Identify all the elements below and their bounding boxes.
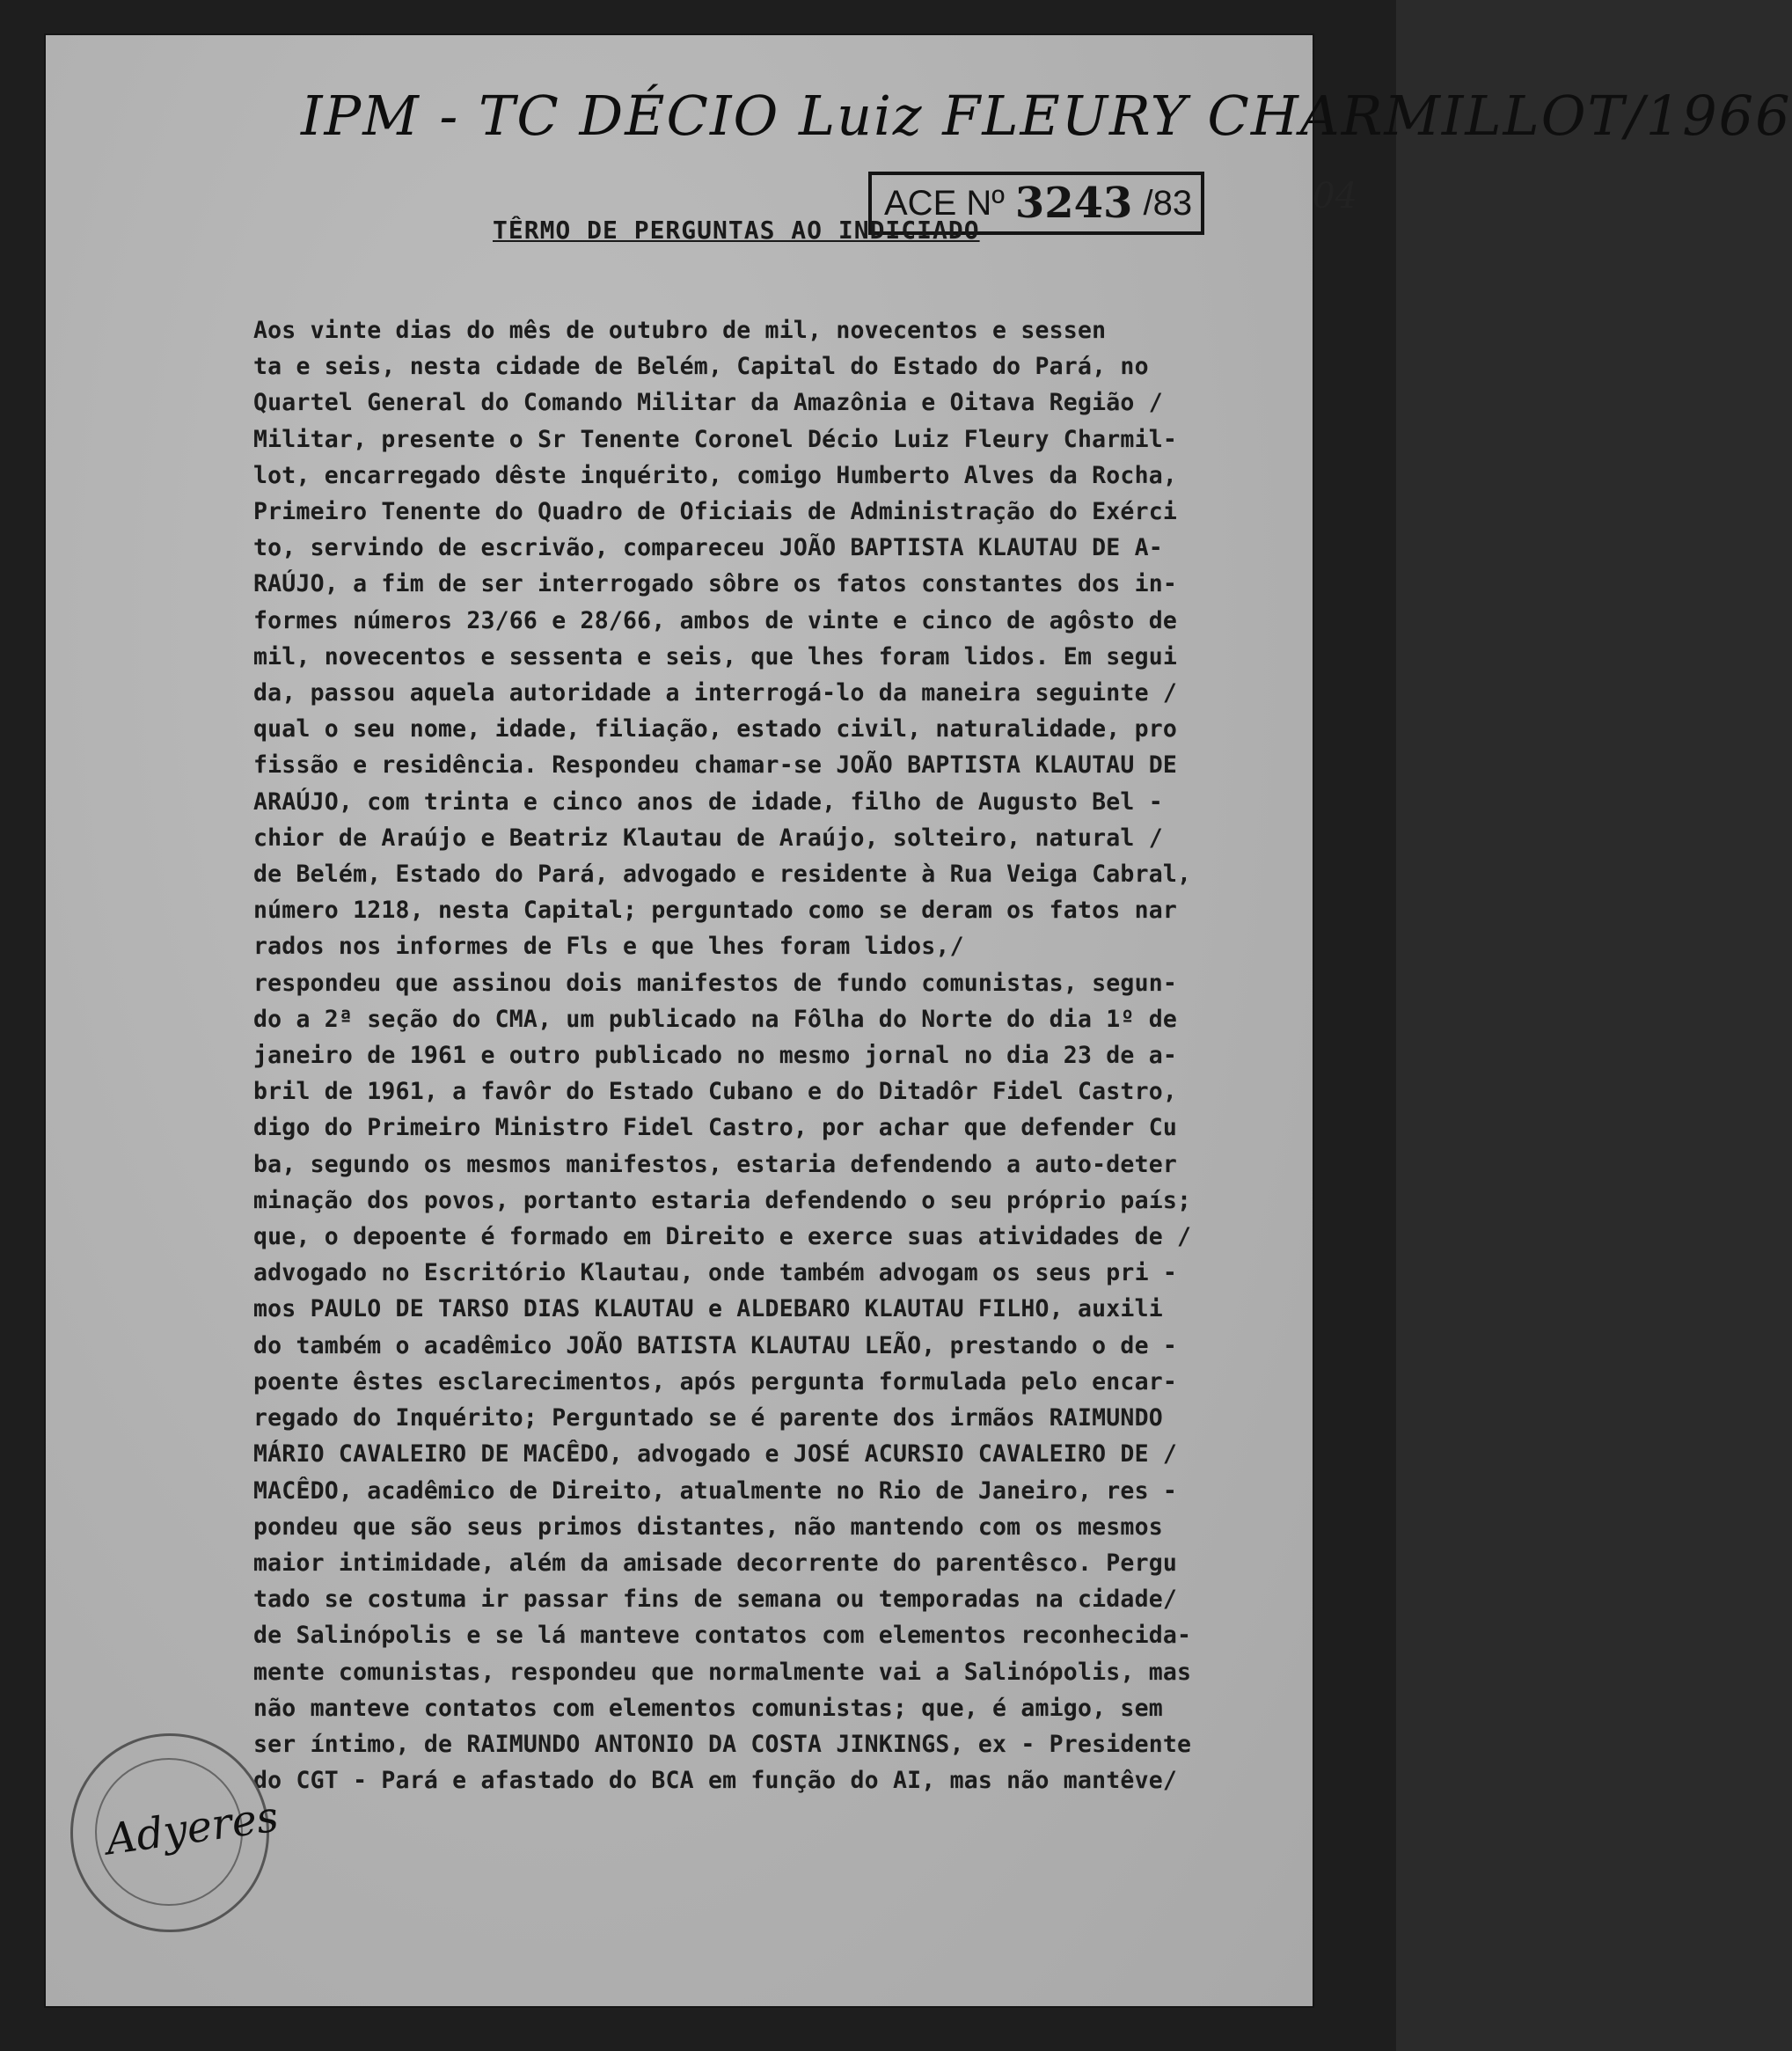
text-line: fissão e residência. Respondeu chamar-se JOÃO BAPTISTA KLAUTAU DE — [253, 751, 1178, 780]
text-line: do também o acadêmico JOÃO BATISTA KLAUTAU LEÃO, prestando o de - — [253, 1331, 1178, 1359]
text-line: MACÊDO, acadêmico de Direito, atualmente no Rio de Janeiro, res - — [253, 1476, 1178, 1505]
text-line: número 1218, nesta Capital; perguntado como se deram os fatos nar — [253, 897, 1178, 925]
text-line: do a 2ª seção do CMA, um publicado na Fôlha do Norte do dia 1º de — [253, 1005, 1178, 1033]
text-line: formes números 23/66 e 28/66, ambos de vinte e cinco de agôsto de — [253, 606, 1178, 634]
text-line: Aos vinte dias do mês de outubro de mil, novecentos e sessen — [253, 317, 1107, 344]
text-line: mos PAULO DE TARSO DIAS KLAUTAU e ALDEBARO KLAUTAU FILHO, auxili — [253, 1295, 1163, 1323]
text-line: maior intimidade, além da amisade decorrente do parentêsco. Pergu — [253, 1549, 1178, 1577]
text-line: Quartel General do Comando Militar da Amazônia e Oitava Região / — [253, 389, 1163, 417]
text-line: mente comunistas, respondeu que normalmente vai a Salinópolis, mas — [253, 1658, 1192, 1686]
text-line: ta e seis, nesta cidade de Belém, Capital do Estado do Pará, no — [253, 353, 1149, 381]
text-line: ser íntimo, de RAIMUNDO ANTONIO DA COSTA JINKINGS, ex - Presidente — [253, 1730, 1192, 1758]
text-line: ARAÚJO, com trinta e cinco anos de idade, filho de Augusto Bel - — [253, 787, 1163, 816]
text-line: Primeiro Tenente do Quadro de Oficiais de Administração do Exérci — [253, 498, 1178, 526]
text-line: de Salinópolis e se lá manteve contatos com elementos reconhecida- — [253, 1622, 1192, 1650]
text-line: minação dos povos, portanto estaria defendendo o seu próprio país; — [253, 1186, 1192, 1214]
text-line: MÁRIO CAVALEIRO DE MACÊDO, advogado e JOSÉ ACURSIO CAVALEIRO DE / — [253, 1440, 1178, 1469]
ace-number: 3243 — [1014, 179, 1133, 228]
text-line: ba, segundo os mesmos manifestos, estaria defendendo a auto-deter — [253, 1150, 1178, 1178]
ace-label: ACE Nº — [884, 183, 1005, 223]
text-line: regado do Inquérito; Perguntado se é parente dos irmãos RAIMUNDO — [253, 1404, 1163, 1432]
text-line: poente êstes esclarecimentos, após pergunta formulada pelo encar- — [253, 1367, 1178, 1395]
text-line: tado se costuma ir passar fins de semana ou temporadas na cidade/ — [253, 1586, 1178, 1614]
document-title: TÊRMO DE PERGUNTAS AO INDICIADO — [493, 216, 980, 245]
text-line: Militar, presente o Sr Tenente Coronel Décio Luiz Fleury Charmil- — [253, 425, 1178, 453]
text-line: que, o depoente é formado em Direito e exerce suas atividades de / — [253, 1223, 1192, 1251]
text-line: qual o seu nome, idade, filiação, estado civil, naturalidade, pro — [253, 715, 1178, 743]
text-line: não manteve contatos com elementos comunistas; que, é amigo, sem — [253, 1694, 1163, 1722]
text-line: digo do Primeiro Ministro Fidel Castro, por achar que defender Cu — [253, 1114, 1178, 1142]
handwritten-header: IPM - TC DÉCIO Luiz FLEURY CHARMILLOT/1966 — [301, 84, 1792, 148]
corner-mark: 04 — [1313, 176, 1357, 216]
text-line: mil, novecentos e sessenta e seis, que lhes foram lidos. Em segui — [253, 642, 1178, 670]
text-line: respondeu que assinou dois manifestos de fundo comunistas, segun- — [253, 969, 1178, 997]
text-line: to, servindo de escrivão, compareceu JOÃO BAPTISTA KLAUTAU DE A- — [253, 534, 1163, 562]
handwritten-signature: Adyeres — [103, 1791, 282, 1865]
text-line: chior de Araújo e Beatriz Klautau de Araújo, solteiro, natural / — [253, 824, 1163, 852]
text-line: da, passou aquela autoridade a interrogá-lo da maneira seguinte / — [253, 679, 1178, 707]
text-line: RAÚJO, a fim de ser interrogado sôbre os fatos constantes dos in- — [253, 570, 1178, 598]
text-line: do CGT - Pará e afastado do BCA em função do AI, mas não mantêve/ — [253, 1767, 1178, 1795]
text-line: advogado no Escritório Klautau, onde também advogam os seus pri - — [253, 1259, 1178, 1287]
text-line: bril de 1961, a favôr do Estado Cubano e do Ditadôr Fidel Castro, — [253, 1078, 1178, 1106]
text-line: janeiro de 1961 e outro publicado no mesmo jornal no dia 23 de a- — [253, 1042, 1178, 1070]
text-line: lot, encarregado dêste inquérito, comigo Humberto Alves da Rocha, — [253, 461, 1178, 489]
body-text — [253, 312, 1265, 1798]
ace-year: /83 — [1143, 183, 1193, 223]
text-line: pondeu que são seus primos distantes, não mantendo com os mesmos — [253, 1513, 1163, 1541]
text-line: rados nos informes de Fls e que lhes foram lidos,/ — [253, 933, 964, 961]
text-line: de Belém, Estado do Pará, advogado e residente à Rua Veiga Cabral, — [253, 861, 1192, 889]
